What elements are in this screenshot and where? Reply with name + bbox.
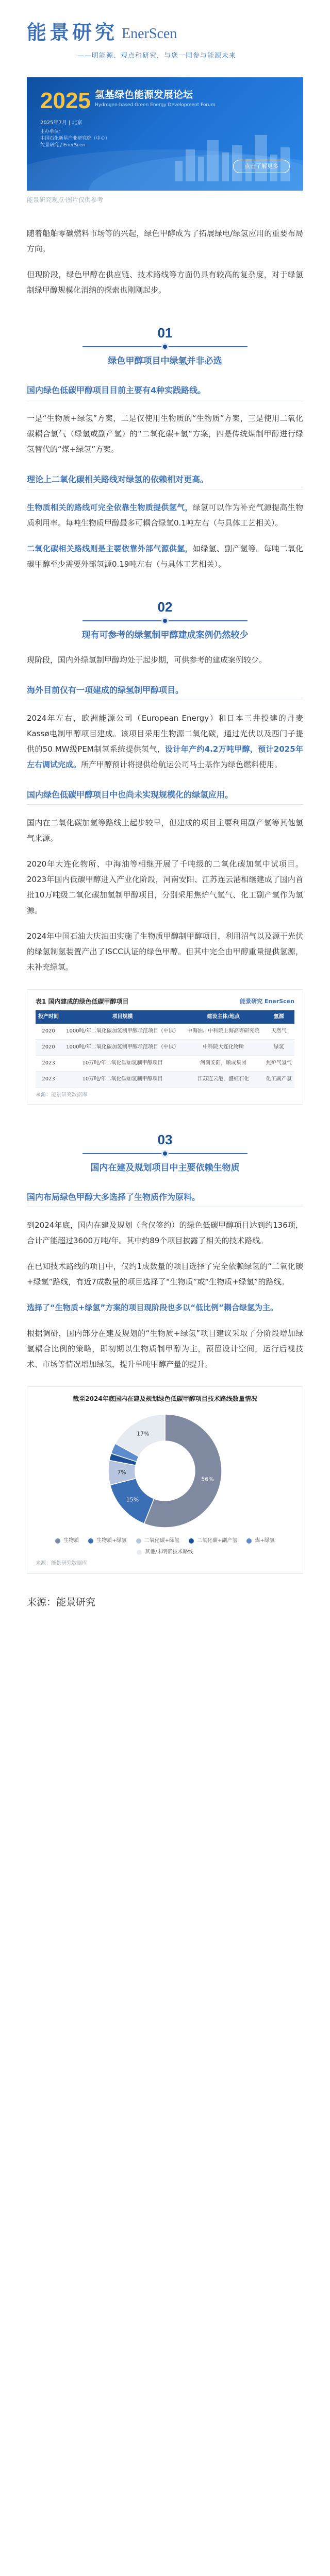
table-cell: 2023 [36, 1072, 61, 1088]
legend-swatch [136, 1538, 141, 1544]
brand-slogan: ——明能源、观点和研究，与您一同参与能源未来 [77, 52, 237, 60]
legend-swatch [137, 1550, 142, 1555]
learn-more-button[interactable]: 点击了解更多 [233, 160, 290, 173]
body-paragraph: 一是“生物质+绿氢”方案，二是仅使用生物质的“生物质”方案，三是使用二氧化碳耦合氢气（绿氢或副产氢）的“二氧化碳+氢”方案，四是传统煤制甲醇进行绿氢替代的“煤+绿氢”方案。 [27, 414, 303, 454]
legend-label: 生物质+绿氢 [96, 1538, 127, 1544]
table-cell: 2023 [36, 1056, 61, 1072]
banner-year: 2025 [40, 88, 91, 113]
column-header: 项目规模 [61, 1010, 184, 1024]
brand-name-en: EnerScen [122, 26, 177, 42]
intro-paragraph: 随着船舶零碳燃料市场等的兴起，绿色甲醇成为了拓展绿电/绿氢应用的重要布局方向。 [27, 229, 303, 253]
table-cell: 2020 [36, 1040, 61, 1056]
section-title: 现有可参考的绿氢制甲醇建成案例仍然较少 [81, 630, 249, 640]
divider-dot-icon [161, 617, 169, 624]
divider-dot-icon [161, 1150, 169, 1157]
forum-banner[interactable] [27, 77, 303, 191]
section-header-03 [27, 1131, 303, 1175]
table-cell: 1000吨/年二氧化碳加氢制甲醇示范项目（中试） [61, 1040, 184, 1056]
table-source: 来源：能景研究数据库 [36, 1092, 87, 1098]
table-cell: 10万吨/年二氧化碳加氢制甲醇项目 [61, 1056, 184, 1072]
legend-item [55, 1537, 79, 1545]
city-skyline-graphic [170, 130, 294, 181]
section-divider [82, 1153, 248, 1154]
body-paragraph: 生物质相关的路线可完全依靠生物质提供氢气，绿氢可以作为补充气源提高生物质利用率。每吨生物质甲醇最多可耦合绿氢0.1吨左右（与具体工艺相关）。 [27, 503, 303, 528]
table-cell: 2020 [36, 1024, 61, 1040]
section-lead: 国内绿色低碳甲醇项目中也尚未实现规模化的绿氢应用。 [27, 788, 303, 805]
divider-dot-icon [161, 343, 169, 350]
section-lead: 海外目前仅有一项建成的绿氢制甲醇项目。 [27, 683, 303, 700]
section-header-01 [27, 325, 303, 368]
table-cell: 化工副产氢 [263, 1072, 294, 1088]
body-paragraph: 在已知技术路线的项目中，仅约1成数量的项目选择了完全依赖绿氢的“二氧化碳+绿氢”路线，有近7成数量的项目选择了“生物质”或“生物质+绿氢”的路线。 [27, 1262, 303, 1286]
body-paragraph: 2024年左右，欧洲能源公司（European Energy）和日本三井投建的丹麦Kassø电制甲醇项目建成。该项目采用生物源二氧化碳，通过光伏以及西门子提供的50 MW级PEM制氢系统提供氢气，设计年产约4.2万吨甲醇，预计2025年左右调试完成。所产甲醇预计将提供给航运公司马士基作为绿色燃料使用。 [27, 714, 303, 769]
table-cell: 10万吨/年二氧化碳加氢制甲醇项目 [61, 1072, 184, 1088]
section-divider [82, 346, 248, 347]
legend-label: 生物质 [63, 1538, 79, 1544]
table-cell: 焦炉气氢气 [263, 1056, 294, 1072]
legend-swatch [88, 1538, 93, 1544]
table-cell: 1000吨/年二氧化碳加氢制甲醇示范项目（中试） [61, 1024, 184, 1040]
column-header: 氢源 [263, 1010, 294, 1024]
body-paragraph: 二氧化碳相关路线则是主要依靠外部气源供氢，如绿氢、副产氢等。每吨二氧化碳甲醇至少需要外部氢源0.19吨左右（与具体工艺相关）。 [27, 544, 303, 569]
banner-date: 2025年7月 | 北京 [40, 120, 82, 126]
legend-label: 二氧化碳+绿氢 [144, 1538, 179, 1544]
column-header: 建设主体/地点 [184, 1010, 263, 1024]
banner-subtitle: Hydrogen-based Green Energy Development Forum [95, 103, 216, 108]
column-header: 投产时间 [36, 1010, 61, 1024]
table-cell: 绿氢 [263, 1040, 294, 1056]
donut-chart-svg [36, 1406, 294, 1535]
route-donut-figure [27, 1386, 303, 1574]
legend-swatch [189, 1538, 194, 1544]
chart-legend [36, 1537, 294, 1556]
body-paragraph: 国内在二氧化碳加氢等路线上起步较早，但建成的项目主要利用副产氢等其他氢气来源。 [27, 818, 303, 843]
donut-data-label: 17% [137, 1430, 150, 1437]
body-paragraph: 根据调研，国内部分在建及规划的“生物质+绿氢”项目建议采取了分阶段增加绿氢耦合比例的策略，即初期以生物质制甲醇为主，预留设计空间，运行后视技术、市场等情况增加绿氢，提升单吨甲醇产量的提升。 [27, 1329, 303, 1369]
legend-swatch [55, 1538, 60, 1544]
legend-label: 其他/未明确技术路线 [145, 1549, 193, 1555]
section-lead: 理论上二氧化碳相关路线对绿氢的依赖相对更高。 [27, 472, 303, 489]
section-number: 02 [157, 599, 173, 615]
brand-header [0, 0, 330, 77]
section-number: 01 [157, 325, 173, 341]
section-title: 绿色甲醇项目中绿氢并非必选 [108, 356, 222, 366]
table-cell: 中海油、中科院上海高等研究院 [184, 1024, 263, 1040]
table-cell: 中科院大连化物所 [184, 1040, 263, 1056]
legend-item [189, 1537, 237, 1545]
section-divider [82, 620, 248, 621]
banner-title: 氢基绿色能源发展论坛 [95, 89, 193, 100]
legend-label: 二氧化碳+副产氢 [197, 1538, 238, 1544]
table-title: 表1 国内建成的绿色低碳甲醇项目 [36, 998, 129, 1005]
section-lead: 国内绿色低碳甲醇项目目前主要有4种实践路线。 [27, 383, 303, 400]
project-table-figure [27, 989, 303, 1105]
legend-item [246, 1537, 274, 1545]
table-cell: 河南安阳，顺成集团 [184, 1056, 263, 1072]
legend-item [88, 1537, 126, 1545]
donut-data-label: 15% [126, 1496, 139, 1503]
section-title: 国内在建及规划项目中主要依赖生物质 [90, 1163, 240, 1173]
table-row [36, 1056, 294, 1072]
donut-data-label: 56% [201, 1476, 214, 1483]
legend-item [137, 1549, 193, 1556]
section-number: 03 [157, 1132, 173, 1147]
body-paragraph: 2020年大连化物所、中海油等相继开展了千吨级的二氧化碳加氢中试项目。2023年国内低碳甲醇进入产业化阶段，河南安阳、江苏连云港相继建成了国内首批10万吨级二氧化碳加氢制甲醇项目，分别采用焦炉气氢气、化工副产氢作为氢源。 [27, 859, 303, 915]
chart-source: 来源：能景研究数据库 [36, 1561, 87, 1566]
image-caption: 能景研究观点·图片仅供参考 [27, 196, 103, 204]
table-row [36, 1024, 294, 1040]
legend-swatch [246, 1538, 252, 1544]
project-table [36, 1010, 294, 1088]
intro-paragraph: 但现阶段，绿色甲醇在供应链、技术路线等方面仍具有较高的复杂度，对于绿氢制绿甲醇规模化消纳的探索也刚刚起步。 [27, 270, 303, 295]
table-cell: 江苏连云港，盛虹石化 [184, 1072, 263, 1088]
body-paragraph: 现阶段，国内外绿氢制甲醇均处于起步期，可供参考的建成案例较少。 [27, 655, 267, 665]
table-brand: 能景研究 EnerScen [240, 998, 294, 1005]
donut-data-label: 7% [117, 1469, 126, 1476]
footer-source: 来源：能景研究 [27, 1597, 96, 1608]
table-row [36, 1040, 294, 1056]
legend-label: 煤+绿氢 [255, 1538, 275, 1544]
legend-item [136, 1537, 179, 1545]
article-body [0, 226, 330, 1622]
brand-name-cn: 能景研究 [27, 21, 118, 44]
body-paragraph: 2024年中国石油大庆油田实施了生物质甲醇制甲醇项目，利用沼气以及源于光伏的绿氢制氢装置产出了ISCC认证的绿色甲醇。但其中完全由甲醇重量提供氢源，未补充绿氢。 [27, 931, 303, 972]
body-paragraph: 到2024年底，国内在建及规划（含仅签约）的绿色低碳甲醇项目达到约136项，合计产能超过3600万吨/年。其中约89个项目披露了相关的技术路线。 [27, 1221, 303, 1245]
table-cell: 天然气 [263, 1024, 294, 1040]
table-header-row [36, 1010, 294, 1024]
chart-title: 截至2024年底国内在建及规划绿色低碳甲醇项目技术路线数量情况 [73, 1395, 257, 1402]
donut-chart [36, 1406, 294, 1535]
banner-organizers: 主办单位： 中国石化新星产业研究院（中心） 能景研究 / EnerScen [40, 129, 110, 148]
section-lead: 选择了“生物质+绿氢”方案的项目现阶段也多以“低比例”耦合绿氢为主。 [27, 1303, 278, 1312]
section-lead: 国内布局绿色甲醇大多选择了生物质作为原料。 [27, 1190, 303, 1207]
section-header-02 [27, 599, 303, 642]
table-row [36, 1072, 294, 1088]
